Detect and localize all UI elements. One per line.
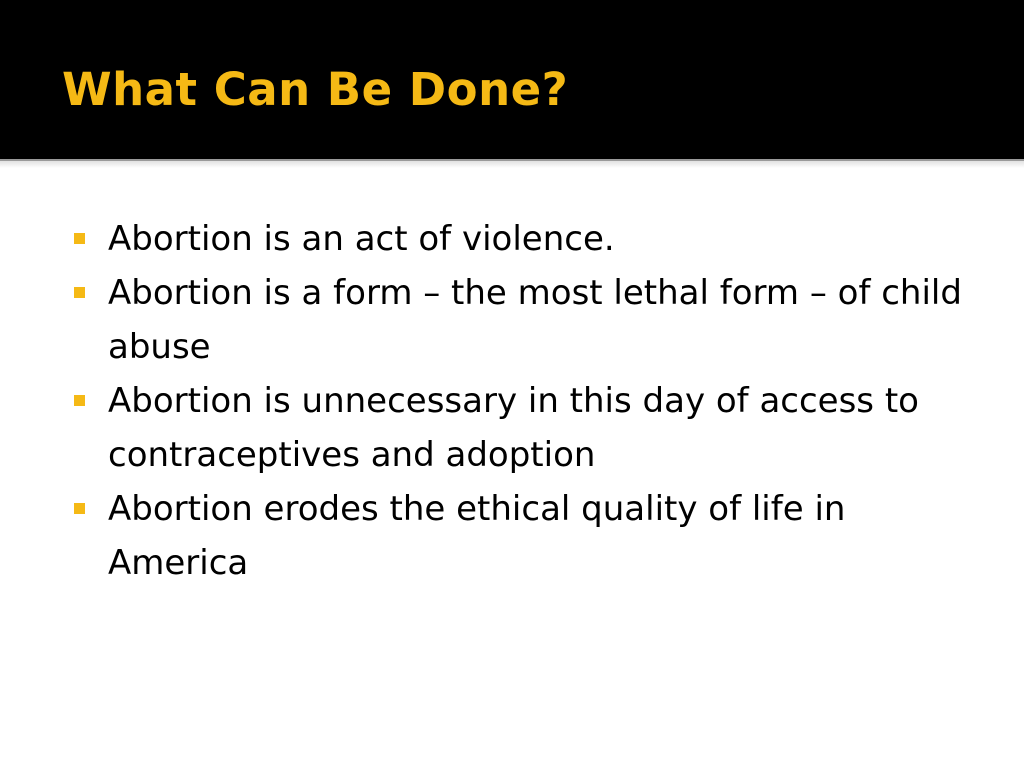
square-bullet-icon (74, 287, 85, 298)
bullet-item (72, 374, 972, 482)
bullet-list (72, 212, 972, 590)
bullet-text: Abortion is a form – the most lethal form – of child abuse (108, 273, 962, 367)
title-bar (0, 0, 1024, 159)
square-bullet-icon (74, 233, 85, 244)
bullet-text: Abortion erodes the ethical quality of life in America (108, 489, 846, 583)
title-divider-shadow (0, 161, 1024, 168)
bullet-item (72, 266, 972, 374)
square-bullet-icon (74, 503, 85, 514)
square-bullet-icon (74, 395, 85, 406)
bullet-item (72, 212, 972, 266)
slide-title: What Can Be Done? (62, 63, 569, 116)
bullet-text: Abortion is an act of violence. (108, 219, 615, 259)
bullet-text: Abortion is unnecessary in this day of access to contraceptives and adoption (108, 381, 919, 475)
bullet-item (72, 482, 972, 590)
